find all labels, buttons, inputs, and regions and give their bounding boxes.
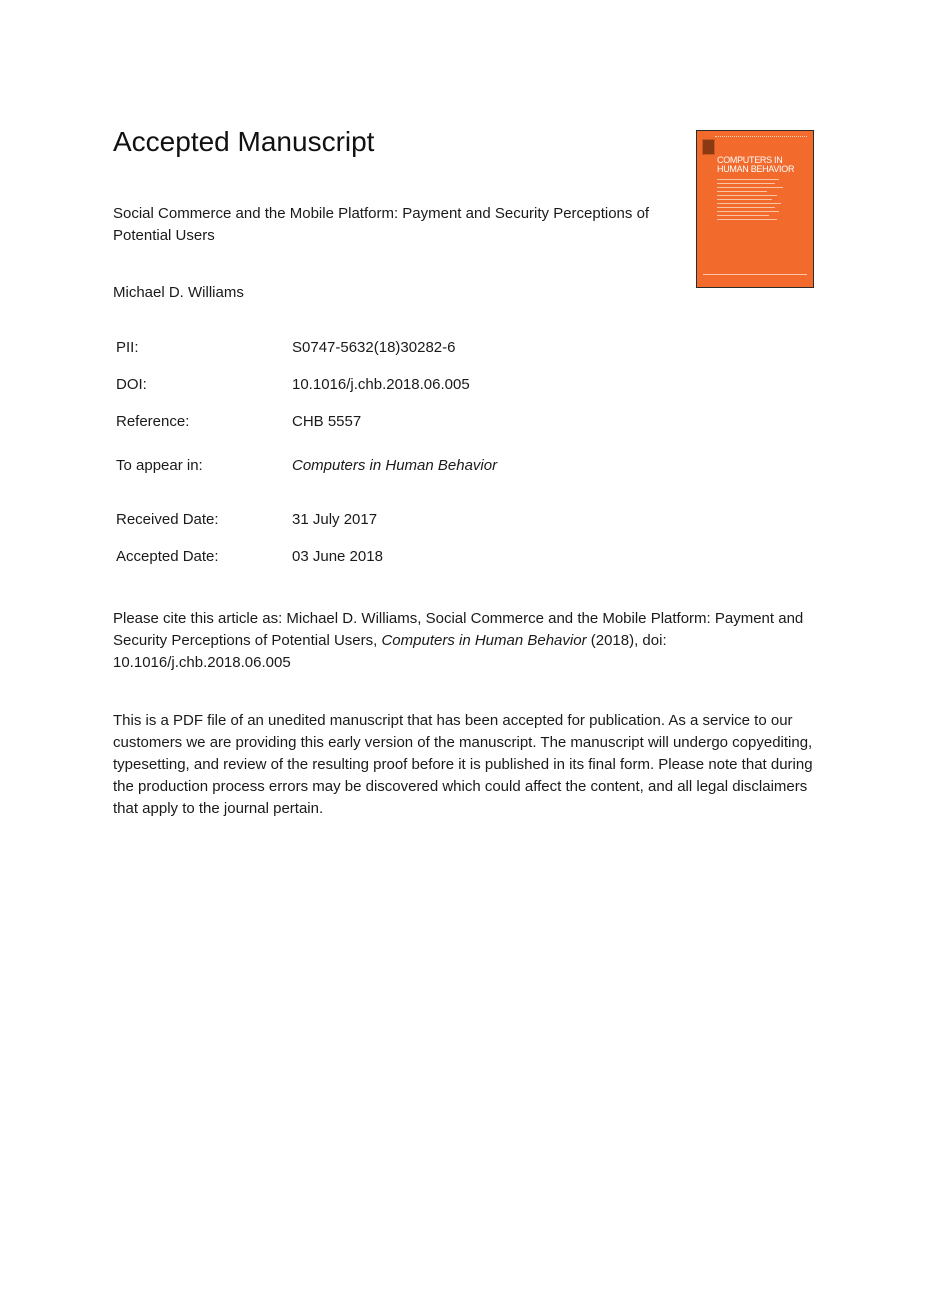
- cover-header-line: [715, 136, 807, 139]
- manuscript-notice: This is a PDF file of an unedited manuscript that has been accepted for publication. As a service to our customers we are providing this early version of the manuscript. The manuscript will undergo copyediting, typesetting, and review of the resulting proof before it is published in its final form. Please note that during the production process errors may be discovered which could affect the content, and all legal disclaimers that apply to the journal pertain.: [113, 712, 813, 817]
- accepted-date-label: Accepted Date:: [116, 548, 219, 565]
- doi-value: 10.1016/j.chb.2018.06.005: [292, 376, 470, 393]
- cover-title-line-2: HUMAN BEHAVIOR: [717, 164, 795, 174]
- citation-suffix: (2018), doi: 10.1016/j.chb.2018.06.005: [113, 632, 667, 671]
- doi-label: DOI:: [116, 376, 147, 393]
- citation-prefix: Please cite this article as: Michael D. Williams, Social Commerce and the Mobile Platform: Payment and Security Perceptions of Potential Users,: [113, 610, 804, 649]
- citation-journal: Computers in Human Behavior: [381, 632, 587, 649]
- pii-value: S0747-5632(18)30282-6: [292, 339, 456, 356]
- cover-title: [717, 156, 813, 174]
- received-date-label: Received Date:: [116, 511, 219, 528]
- publisher-logo-icon: [702, 139, 715, 155]
- journal-cover-image: [696, 130, 814, 288]
- pii-label: PII:: [116, 339, 139, 356]
- article-title: Social Commerce and the Mobile Platform: Payment and Security Perceptions of Potential Users: [113, 205, 650, 244]
- journal-name: Computers in Human Behavior: [292, 457, 498, 474]
- accepted-date-value: 03 June 2018: [292, 548, 383, 565]
- cover-footer-line: [703, 274, 807, 275]
- page-title: Accepted Manuscript: [113, 126, 375, 157]
- cover-contents-lines: [717, 179, 787, 223]
- author-name: Michael D. Williams: [113, 284, 244, 301]
- received-date-value: 31 July 2017: [292, 511, 378, 528]
- citation-paragraph: [113, 608, 813, 674]
- reference-value: CHB 5557: [292, 413, 362, 430]
- cover-title-line-1: COMPUTERS IN: [717, 155, 783, 165]
- reference-label: Reference:: [116, 413, 190, 430]
- appear-in-label: To appear in:: [116, 457, 203, 474]
